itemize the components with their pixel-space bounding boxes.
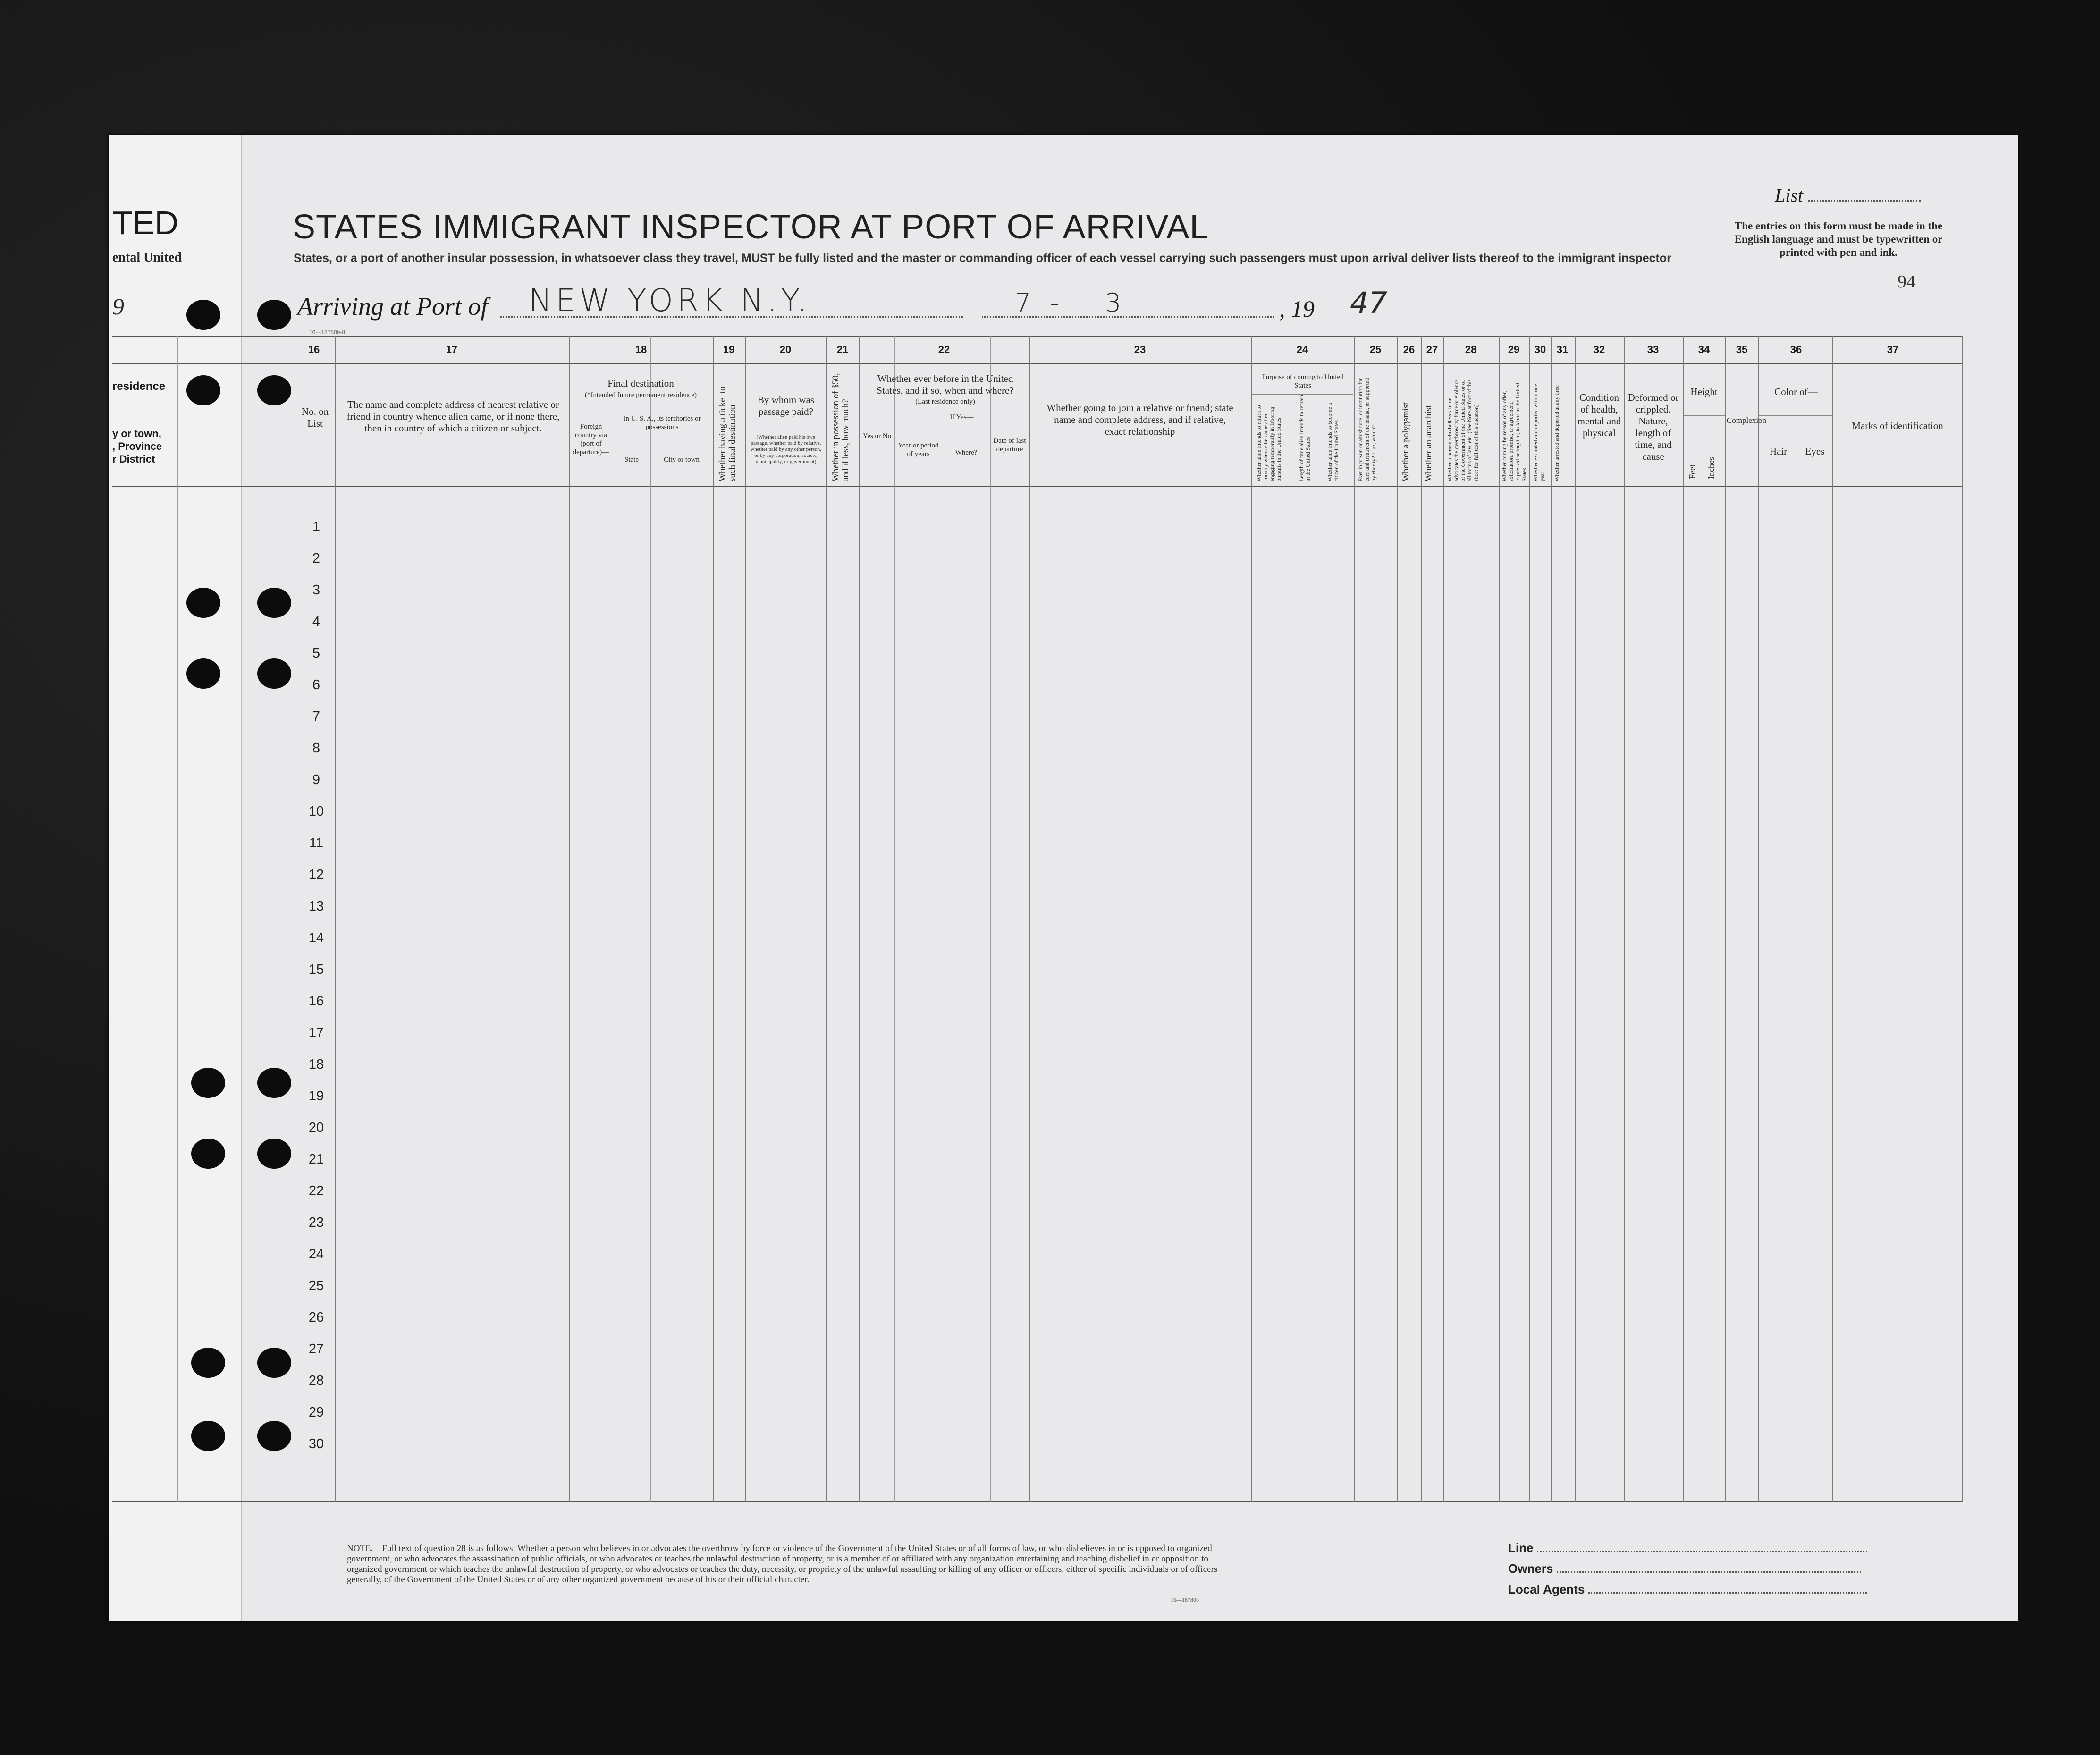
punch-hole [186, 658, 220, 689]
row-number: 5 [312, 646, 320, 661]
col-divider [1529, 336, 1530, 1502]
port-handwritten: NEW YORK N.Y. [529, 282, 811, 319]
col-number: 30 [1534, 344, 1546, 355]
col24-subrule [1252, 394, 1353, 395]
col36-subrule [1759, 415, 1832, 416]
col34-inches: Inches [1706, 457, 1716, 479]
col-divider [894, 336, 895, 1502]
col24-title: Purpose of coming to United States [1262, 373, 1344, 389]
stub-nine-text: 9 [112, 293, 124, 320]
col-divider [1683, 336, 1684, 1502]
col-divider [826, 336, 827, 1502]
col22-year: Year or period of years [898, 442, 939, 458]
col-number: 23 [1134, 344, 1146, 355]
col-number: 35 [1736, 344, 1748, 355]
col-number: 19 [723, 344, 735, 355]
col36-eyes: Eyes [1805, 446, 1825, 457]
row-number: 3 [312, 582, 320, 598]
col18-city: City or town [664, 456, 700, 464]
col16-header: No. on List [301, 406, 329, 429]
stub-ted-text: TED [112, 204, 178, 241]
table-top-rule [112, 336, 1963, 337]
form-code: 16—18780b [1171, 1596, 1199, 1603]
punch-hole [191, 1421, 225, 1451]
col26-header: Whether a polygamist [1401, 402, 1411, 481]
row-number: 24 [308, 1247, 324, 1262]
row-number: 29 [308, 1405, 324, 1420]
col18-foreign: Foreign country via (port of departure)— [573, 423, 609, 456]
col-number: 34 [1698, 344, 1710, 355]
col-number: 25 [1369, 344, 1382, 355]
col18-subtitle: (*Intended future permanent residence) [585, 391, 697, 399]
row-number: 4 [312, 614, 320, 629]
col27-header: Whether an anarchist [1424, 405, 1434, 481]
col-number: 22 [938, 344, 950, 355]
row-number: 20 [308, 1120, 324, 1135]
row-number: 16 [308, 994, 324, 1009]
col-number: 16 [308, 344, 320, 355]
year-handwritten: 47 [1350, 286, 1387, 320]
col21-header: Whether in possession of $50, and if less, how much? [831, 373, 851, 481]
col-number: 36 [1790, 344, 1802, 355]
col-divider [569, 336, 570, 1502]
header-bottom-rule [112, 486, 1963, 487]
col-number: 18 [635, 344, 647, 355]
col-divider [990, 336, 991, 1502]
col22-yesno: Yes or No [862, 432, 892, 440]
punch-hole [186, 375, 220, 405]
col-divider [713, 336, 714, 1502]
row-number: 27 [308, 1342, 324, 1357]
col-divider [650, 336, 651, 1502]
col-number: 32 [1593, 344, 1605, 355]
col-divider [1962, 336, 1963, 1502]
stub-residence-text: residence [112, 380, 166, 393]
col-divider [1624, 336, 1625, 1502]
col-divider [859, 336, 860, 1502]
punch-hole [257, 588, 291, 618]
row-number: 26 [308, 1310, 324, 1325]
col32-header: Condition of health, mental and physical [1577, 392, 1621, 439]
col33-header: Deformed or crippled. Nature, length of time, and cause [1628, 392, 1679, 462]
col34-subrule [1684, 415, 1725, 416]
question-28-note: NOTE.—Full text of question 28 is as follows: Whether a person who believes in or advocates the overthrow by force or violence of the Government of the United States or of all forms of law, or who disbelieves in or is opposed to organized government, or who advocates the assassination of public officials, or who advocates or teaches the unlawful destruction of property, or is a member of or affiliated with any organization entertaining and teaching disbelief in or opposition to organized government or which teaches the unlawful destruction of property, or who advocates or teaches the duty, necessity, or propriety of the unlawful assaulting or killing of any officer or officers, either of specific individuals or of officers generally, of the Government of the United States or of any other organized government because of his or their official character. [347, 1544, 1218, 1585]
col34-feet: Feet [1687, 464, 1697, 479]
col22-subtitle: (Last residence only) [915, 398, 975, 405]
col20-header: By whom was passage paid? [757, 394, 815, 417]
col19-header: Whether having a ticket to such final destination [717, 386, 737, 481]
col-number: 31 [1556, 344, 1569, 355]
punch-hole [191, 1348, 225, 1378]
col-divider [1251, 336, 1252, 1502]
year-label: , 19 [1279, 295, 1315, 322]
row-number: 30 [308, 1436, 324, 1451]
row-number: 10 [308, 804, 324, 819]
row-number: 6 [312, 677, 320, 692]
col-number: 26 [1403, 344, 1415, 355]
stub-ental-text: ental United [112, 250, 182, 265]
punch-hole [257, 375, 291, 405]
owners-label: Owners [1508, 1561, 1861, 1576]
col36-header: Color of— [1774, 386, 1818, 397]
col29-header: Whether coming by reason of any offer, solicitation, promise, or agreement, expressed or implied, to labor in the United States [1501, 383, 1527, 481]
col24-length: Length of time alien intends to remain in the United States [1298, 395, 1311, 481]
col34-header: Height [1690, 386, 1718, 397]
col-number: 28 [1465, 344, 1477, 355]
col22-ifyes: If Yes— [950, 413, 974, 421]
col-divider [1758, 336, 1759, 1502]
col37-header: Marks of identification [1852, 420, 1943, 431]
col18-title: Final destination [607, 378, 674, 389]
row-number: 9 [312, 772, 320, 787]
stub-town-text: y or town, , Province r District [112, 428, 162, 465]
col-number: 17 [446, 344, 458, 355]
punch-hole [257, 1348, 291, 1378]
col-number: 37 [1887, 344, 1899, 355]
col35-header: Complexion [1727, 416, 1767, 425]
col22-where: Where? [955, 449, 978, 456]
row-number: 28 [308, 1373, 324, 1388]
col18-usa: In U. S. A., its territories or possessions [623, 415, 701, 431]
form-code-small: 16—18780b-8 [309, 329, 346, 336]
list-label: List [1775, 184, 1921, 206]
col22-header: Whether ever before in the United States, and if so, when and where? [877, 373, 1014, 396]
col-number: 33 [1647, 344, 1659, 355]
col-number: 27 [1426, 344, 1438, 355]
row-number: 15 [308, 962, 324, 977]
punch-hole [257, 1421, 291, 1451]
col-divider [1029, 336, 1030, 1502]
row-number: 14 [308, 930, 324, 945]
col-divider [1354, 336, 1355, 1502]
left-stub-strip [109, 135, 242, 1621]
col-divider [1575, 336, 1576, 1502]
date-handwritten: 7- 3 [1015, 288, 1140, 318]
col-divider [1421, 336, 1422, 1502]
punch-hole [257, 1068, 291, 1098]
row-number: 19 [308, 1088, 324, 1104]
col18-state: State [624, 456, 639, 464]
col-divider [1499, 336, 1500, 1502]
row-number: 2 [312, 551, 320, 566]
arriving-label: Arriving at Port of [297, 292, 488, 321]
col28-header: Whether a person who believes in or advocates the overthrow by force or violence of the Government of the United States or of all forms of law, etc. (See Note at foot of this sheet for full text of this question) [1446, 379, 1479, 481]
stub-divider [177, 336, 178, 1502]
col24-return: Whether alien intends to return to country whence he came after engaging temporarily in laboring pursuits in the United States [1256, 405, 1282, 481]
punch-hole [186, 300, 220, 330]
col-divider [1397, 336, 1398, 1502]
col24-citizen: Whether alien intends to become a citizen of the United States [1326, 403, 1340, 481]
col17-header: The name and complete address of nearest relative or friend in country whence alien came, or if none there, then in country of which a citizen or subject. [346, 399, 560, 434]
row-number: 1 [312, 519, 320, 534]
punch-hole [257, 658, 291, 689]
page-number: 94 [1898, 272, 1915, 292]
col-number: 24 [1296, 344, 1308, 355]
punch-hole [257, 300, 291, 330]
col31-header: Whether arrested and deported at any time [1553, 385, 1560, 481]
punch-hole [191, 1139, 225, 1169]
col-number: 21 [836, 344, 849, 355]
row-number: 23 [308, 1215, 324, 1230]
entries-note: The entries on this form must be made in the English language and must be typewritten or printed with pen and ink. [1734, 220, 1943, 258]
punch-hole [191, 1068, 225, 1098]
row-number: 8 [312, 741, 320, 756]
colnum-rule [112, 363, 1963, 364]
col-divider [1832, 336, 1833, 1502]
col36-hair: Hair [1769, 446, 1788, 457]
row-number: 7 [312, 709, 320, 724]
col-divider [1443, 336, 1444, 1502]
row-number: 22 [308, 1183, 324, 1198]
col20-subtitle: (Whether alien paid his own passage, whether paid by relative, whether paid by any other person, or by any corporation, society, municipality, or government) [751, 434, 821, 464]
row-number: 11 [309, 835, 324, 851]
col-number: 29 [1508, 344, 1520, 355]
local-agents-label: Local Agents [1508, 1582, 1867, 1597]
row-number: 21 [308, 1152, 324, 1167]
row-number: 12 [308, 867, 324, 882]
punch-hole [186, 588, 220, 618]
col25-header: Ever in prison or almshouse, or institution for care and treatment of the insane, or supported by charity? If so, which? [1357, 378, 1377, 481]
col30-header: Whether excluded and deported within one year [1532, 384, 1545, 481]
col-divider [1551, 336, 1552, 1502]
line-label: Line [1508, 1541, 1867, 1555]
row-number: 25 [308, 1278, 324, 1293]
col-divider [335, 336, 336, 1502]
row-number: 13 [308, 899, 324, 914]
punch-hole [257, 1139, 291, 1169]
col23-header: Whether going to join a relative or friend; state name and complete address, and if relative, exact relationship [1046, 402, 1233, 437]
manifest-sheet [109, 135, 2018, 1621]
col-divider [745, 336, 746, 1502]
row-number: 18 [308, 1057, 324, 1072]
col-divider [1725, 336, 1726, 1502]
row-number: 17 [308, 1025, 324, 1040]
col22-date: Date of last departure [993, 437, 1026, 453]
form-title: STATES IMMIGRANT INSPECTOR AT PORT OF ARRIVAL [293, 208, 1209, 246]
col-number: 20 [779, 344, 792, 355]
form-subtitle: States, or a port of another insular possession, in whatsoever class they travel, MUST be fully listed and the master or commanding officer of each vessel carrying such passengers must upon arrival deliver lists thereof to the immigrant inspector [294, 252, 1671, 265]
table-bottom-rule [112, 1501, 1963, 1502]
